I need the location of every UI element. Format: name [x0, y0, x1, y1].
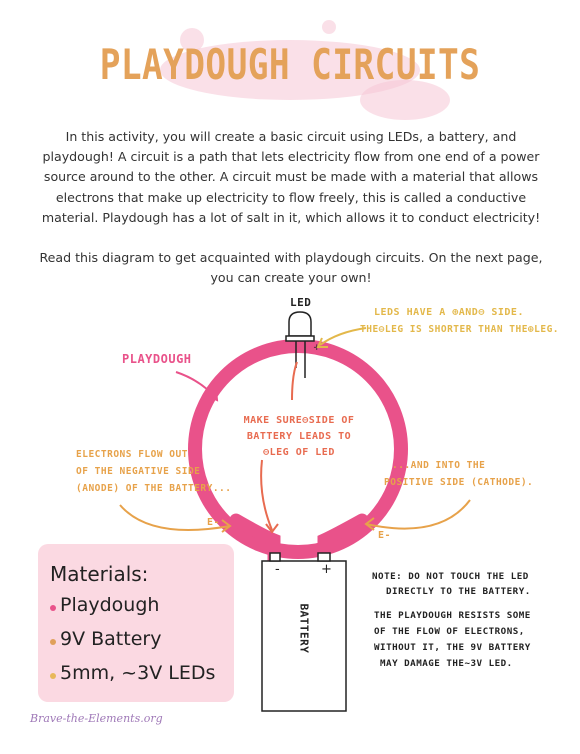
- bullet-icon: [50, 639, 56, 645]
- materials-item-label: 9V Battery: [60, 628, 162, 650]
- bullet-icon: [50, 605, 56, 611]
- note-line3: THE PLAYDOUGH RESISTS SOME: [374, 610, 531, 621]
- note-line1: NOTE: DO NOT TOUCH THE LED: [372, 571, 529, 582]
- right-note-line1: ...AND INTO THE: [392, 460, 486, 471]
- bullet-icon: [50, 673, 56, 679]
- svg-text:+: +: [313, 343, 321, 353]
- note-line4: OF THE FLOW OF ELECTRONS,: [374, 626, 525, 637]
- left-note-line3: (ANODE) OF THE BATTERY...: [76, 483, 232, 494]
- materials-item: [60, 662, 215, 684]
- materials-title: Materials:: [50, 562, 149, 586]
- note-line2: DIRECTLY TO THE BATTERY.: [386, 586, 531, 597]
- materials-item-label: Playdough: [60, 594, 160, 616]
- electron-label-left: E-: [207, 517, 221, 528]
- left-note-line2: OF THE NEGATIVE SIDE: [76, 466, 201, 477]
- led-note-line1: LEDS HAVE A ⊕AND⊖ SIDE.: [374, 307, 524, 318]
- playdough-label: PLAYDOUGH: [122, 352, 192, 366]
- materials-item-label: 5mm, ~3V LEDs: [60, 662, 216, 684]
- led-label: LED: [290, 296, 312, 309]
- left-note-line1: ELECTRONS FLOW OUT: [76, 449, 188, 460]
- center-note-arrow: [261, 460, 272, 530]
- materials-item: [60, 628, 161, 650]
- center-note-line3: ⊖LEG OF LED: [263, 447, 335, 458]
- page-title: PLAYDOUGH CIRCUITS: [99, 40, 481, 89]
- center-note-line1: MAKE SURE⊖SIDE OF: [243, 415, 355, 426]
- battery-label: BATTERY: [297, 603, 311, 654]
- battery-plus-sign: +: [321, 562, 332, 577]
- instructions-paragraph: Read this diagram to get acquainted with playdough circuits. On the next page, you can create your own!: [39, 250, 543, 286]
- materials-item: [60, 594, 159, 616]
- footer-logo[interactable]: Brave-the-Elements.org: [30, 712, 163, 725]
- materials-box: [38, 544, 234, 702]
- note-line6: MAY DAMAGE THE~3V LED.: [380, 658, 513, 669]
- center-note-line2: BATTERY LEADS TO: [246, 431, 352, 442]
- intro-paragraph: In this activity, you will create a basic circuit using LEDs, a battery, and playdough! A circuit is a path that lets electricity flow from one end of a power source around to the other. A circuit must be made with a material that allows electrons that make up electricity to flow freely, this is called a conductive material. Playdough has a lot of salt in it, which allows it to conduct electricity!: [41, 129, 541, 225]
- electron-label-right: E-: [378, 530, 392, 541]
- right-note-line2: POSITIVE SIDE (CATHODE).: [384, 477, 534, 488]
- note-line5: WITHOUT IT, THE 9V BATTERY: [374, 642, 531, 653]
- battery-minus-sign: -: [275, 562, 280, 577]
- led-note-line2: THE⊖LEG IS SHORTER THAN THE⊕LEG.: [360, 324, 560, 335]
